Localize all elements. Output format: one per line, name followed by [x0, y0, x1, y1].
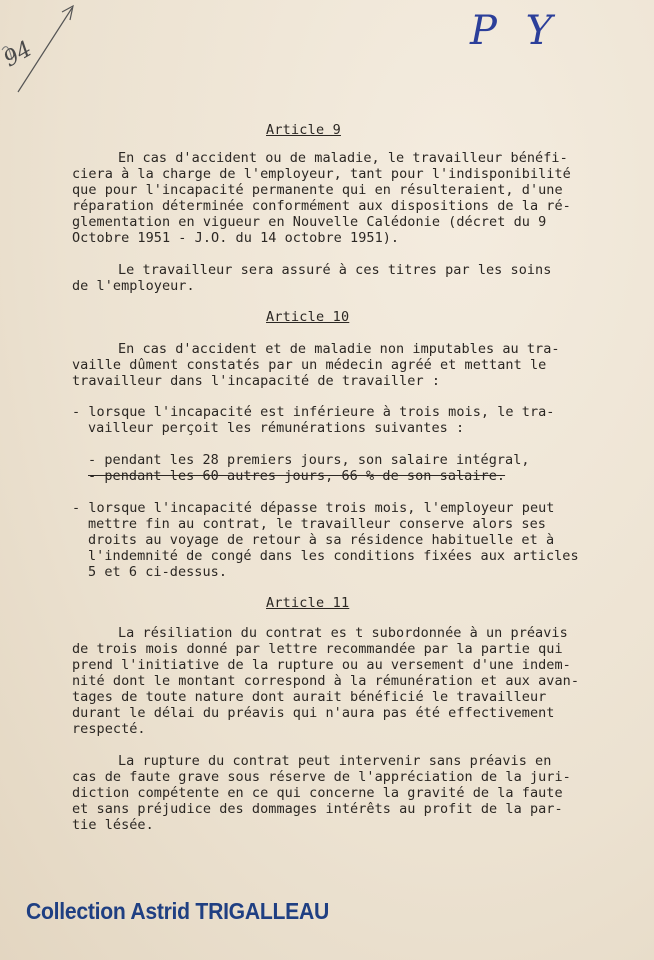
article-11-line: tages de toute nature dont aurait bénéficié le travailleur [72, 689, 547, 705]
article-10-bullet-line: - lorsque l'incapacité est inférieure à trois mois, le tra- [72, 404, 555, 420]
article-9-heading: Article 9 [266, 122, 341, 138]
article-11-line: prend l'initiative de la rupture ou au versement d'une indem- [72, 657, 571, 673]
article-9-line: réparation déterminée conformément aux dispositions de la ré- [72, 198, 571, 214]
article-9-line: glementation en vigueur en Nouvelle Calédonie (décret du 9 [72, 214, 547, 230]
article-11-line: diction compétente en ce qui concerne la gravité de la faute [72, 785, 563, 801]
article-10-line: travailleur dans l'incapacité de travailler : [72, 373, 440, 389]
article-11-line: de trois mois donné par lettre recommandée par la partie qui [72, 641, 563, 657]
article-11-line: nité dont le montant correspond à la rémunération et aux avan- [72, 673, 580, 689]
article-10-heading: Article 10 [266, 309, 350, 325]
article-9-line: En cas d'accident ou de maladie, le travailleur bénéfi- [118, 150, 568, 166]
article-10-bullet-line: l'indemnité de congé dans les conditions fixées aux articles [88, 548, 579, 564]
article-11-heading: Article 11 [266, 595, 350, 611]
article-9-line: ciera à la charge de l'employeur, tant pour l'indisponibilité [72, 166, 571, 182]
article-11-line: respecté. [72, 721, 146, 737]
article-10-line: vaille dûment constatés par un médecin agréé et mettant le [72, 357, 547, 373]
article-10-sub-bullet-struck: - pendant les 60 autres jours, 66 % de son salaire. [88, 468, 506, 484]
article-11-line: La résiliation du contrat es t subordonnée à un préavis [118, 625, 568, 641]
article-9-line: Le travailleur sera assuré à ces titres par les soins [118, 262, 552, 278]
article-10-line: En cas d'accident et de maladie non imputables au tra- [118, 341, 560, 357]
article-11-line: et sans préjudice des dommages intérêts au profit de la par- [72, 801, 563, 817]
article-10-sub-bullet: - pendant les 28 premiers jours, son salaire intégral, [88, 452, 530, 468]
article-9-line: Octobre 1951 - J.O. du 14 octobre 1951). [72, 230, 400, 246]
article-10-bullet-line: droits au voyage de retour à sa résidence habituelle et à [88, 532, 555, 548]
handwritten-initials: P Y [470, 8, 561, 54]
article-11-line: durant le délai du préavis qui n'aura pas été effectivement [72, 705, 555, 721]
article-9-line: que pour l'incapacité permanente qui en résulteraient, d'une [72, 182, 563, 198]
article-11-line: cas de faute grave sous réserve de l'appréciation de la juri- [72, 769, 571, 785]
article-10-bullet-line: - lorsque l'incapacité dépasse trois mois, l'employeur peut [72, 500, 555, 516]
article-11-line: tie lésée. [72, 817, 154, 833]
article-10-bullet-line: mettre fin au contrat, le travailleur conserve alors ses [88, 516, 546, 532]
article-10-bullet-line: 5 et 6 ci-dessus. [88, 564, 228, 580]
article-11-line: La rupture du contrat peut intervenir sans préavis en [118, 753, 552, 769]
article-10-bullet-line: vailleur perçoit les rémunérations suivantes : [88, 420, 465, 436]
article-9-line: de l'employeur. [72, 278, 195, 294]
collection-credit: Collection Astrid TRIGALLEAU [26, 898, 330, 924]
handwritten-number: 94 [0, 36, 37, 73]
